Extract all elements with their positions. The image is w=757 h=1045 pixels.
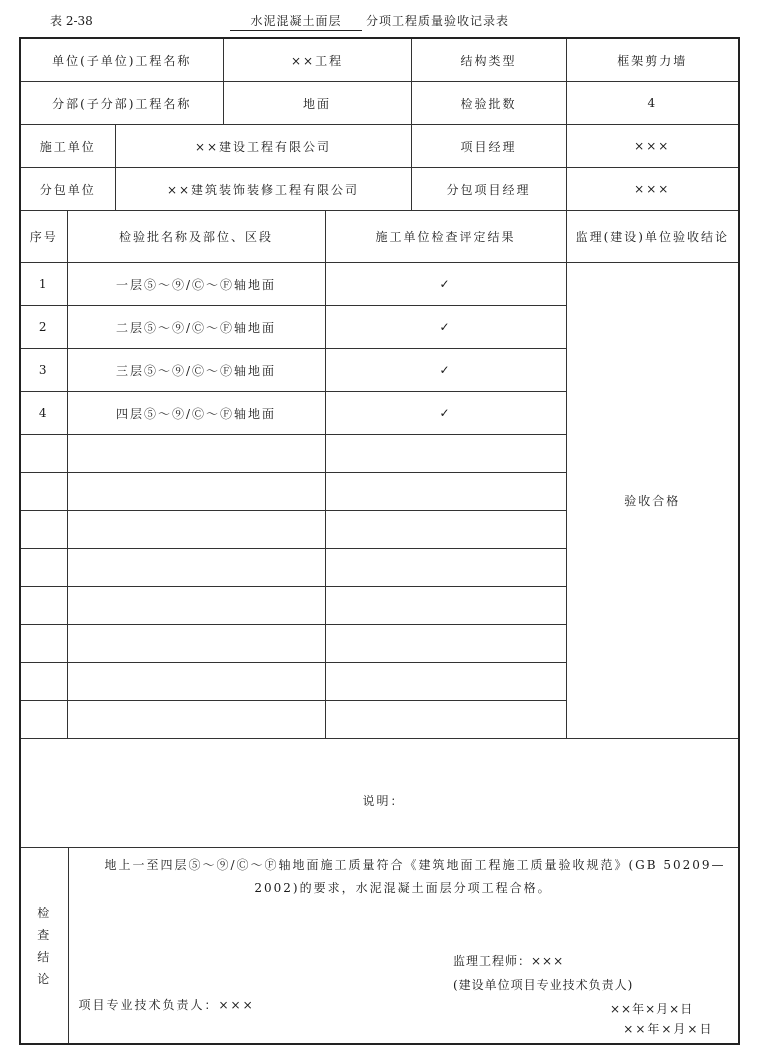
empty-cell[interactable]	[67, 587, 325, 625]
structure-type-value[interactable]: 框架剪力墙	[566, 38, 739, 82]
acceptance-date: ××年×月×日	[610, 1002, 694, 1016]
check-mark-icon[interactable]: ✓	[325, 306, 566, 349]
row-number: 2	[20, 306, 67, 349]
form-title: 分项工程质量验收记录表	[366, 14, 510, 28]
label-char: 论	[37, 971, 52, 986]
column-header-contractor-result: 施工单位检查评定结果	[325, 211, 566, 263]
sub-project-value[interactable]: 地面	[223, 82, 411, 125]
check-mark-icon[interactable]: ✓	[325, 349, 566, 392]
row-number: 4	[20, 392, 67, 435]
sub-project-manager-value[interactable]: ×××	[566, 168, 739, 211]
sub-project-label: 分部(子分部)工程名称	[20, 82, 223, 125]
unit-project-label: 单位(子单位)工程名称	[20, 38, 223, 82]
batch-name[interactable]: 四层⑤～⑨/Ⓒ～Ⓕ轴地面	[67, 392, 325, 435]
check-mark-icon[interactable]: ✓	[325, 392, 566, 435]
unit-project-value[interactable]: ××工程	[223, 38, 411, 82]
batch-name[interactable]: 一层⑤～⑨/Ⓒ～Ⓕ轴地面	[67, 263, 325, 306]
empty-cell[interactable]	[325, 701, 566, 739]
check-mark-icon[interactable]: ✓	[325, 263, 566, 306]
empty-cell[interactable]	[325, 435, 566, 473]
structure-type-label: 结构类型	[411, 38, 566, 82]
empty-cell[interactable]	[67, 663, 325, 701]
check-date: ××年×月×日	[623, 1022, 714, 1036]
label-char: 查	[37, 927, 52, 942]
empty-cell[interactable]	[20, 625, 67, 663]
empty-cell[interactable]	[67, 435, 325, 473]
note-field[interactable]	[20, 739, 739, 848]
empty-cell[interactable]	[20, 701, 67, 739]
supervisor-conclusion[interactable]: 验收合格	[566, 263, 739, 739]
subcontractor-label: 分包单位	[20, 168, 115, 211]
acceptance-record-table	[19, 37, 740, 1045]
label-char: 结	[37, 949, 52, 964]
empty-cell[interactable]	[67, 511, 325, 549]
table-number: 表 2-38	[50, 14, 93, 28]
acceptance-signer-alt: (建设单位项目专业技术负责人)	[453, 978, 634, 992]
batch-count-label: 检验批数	[411, 82, 566, 125]
acceptance-signer: 监理工程师：×××	[453, 954, 565, 968]
row-number: 1	[20, 263, 67, 306]
subcontractor-value[interactable]: ××建筑装饰装修工程有限公司	[115, 168, 411, 211]
project-manager-value[interactable]: ×××	[566, 125, 739, 168]
empty-cell[interactable]	[67, 625, 325, 663]
check-conclusion-text: 地上一至四层⑤～⑨/Ⓒ～Ⓕ轴地面施工质量符合《建筑地面工程施工质量验收规范》(GB 50209—2002)的要求，水泥混凝土面层分项工程合格。	[104, 858, 726, 895]
empty-cell[interactable]	[20, 549, 67, 587]
empty-cell[interactable]	[325, 473, 566, 511]
empty-cell[interactable]	[20, 435, 67, 473]
batch-count-value[interactable]: 4	[566, 82, 739, 125]
check-signer: 项目专业技术负责人：×××	[78, 998, 255, 1012]
empty-cell[interactable]	[67, 473, 325, 511]
contractor-value[interactable]: ××建设工程有限公司	[115, 125, 411, 168]
check-conclusion-label	[21, 848, 68, 1043]
row-number: 3	[20, 349, 67, 392]
contractor-label: 施工单位	[20, 125, 115, 168]
item-name: 水泥混凝土面层	[230, 12, 362, 31]
column-header-no: 序号	[20, 211, 67, 263]
empty-cell[interactable]	[325, 511, 566, 549]
empty-cell[interactable]	[20, 663, 67, 701]
empty-cell[interactable]	[325, 663, 566, 701]
empty-cell[interactable]	[67, 549, 325, 587]
empty-cell[interactable]	[325, 587, 566, 625]
column-header-batch: 检验批名称及部位、区段	[67, 211, 325, 263]
column-header-supervisor-result: 监理(建设)单位验收结论	[566, 211, 739, 263]
empty-cell[interactable]	[20, 511, 67, 549]
batch-name[interactable]: 二层⑤～⑨/Ⓒ～Ⓕ轴地面	[67, 306, 325, 349]
project-manager-label: 项目经理	[411, 125, 566, 168]
label-char: 检	[37, 905, 52, 920]
empty-cell[interactable]	[67, 701, 325, 739]
empty-cell[interactable]	[20, 587, 67, 625]
note-label: 说明：	[362, 793, 405, 808]
empty-cell[interactable]	[20, 473, 67, 511]
empty-cell[interactable]	[325, 549, 566, 587]
sub-project-manager-label: 分包项目经理	[411, 168, 566, 211]
batch-name[interactable]: 三层⑤～⑨/Ⓒ～Ⓕ轴地面	[67, 349, 325, 392]
empty-cell[interactable]	[325, 625, 566, 663]
table-row	[20, 263, 739, 306]
